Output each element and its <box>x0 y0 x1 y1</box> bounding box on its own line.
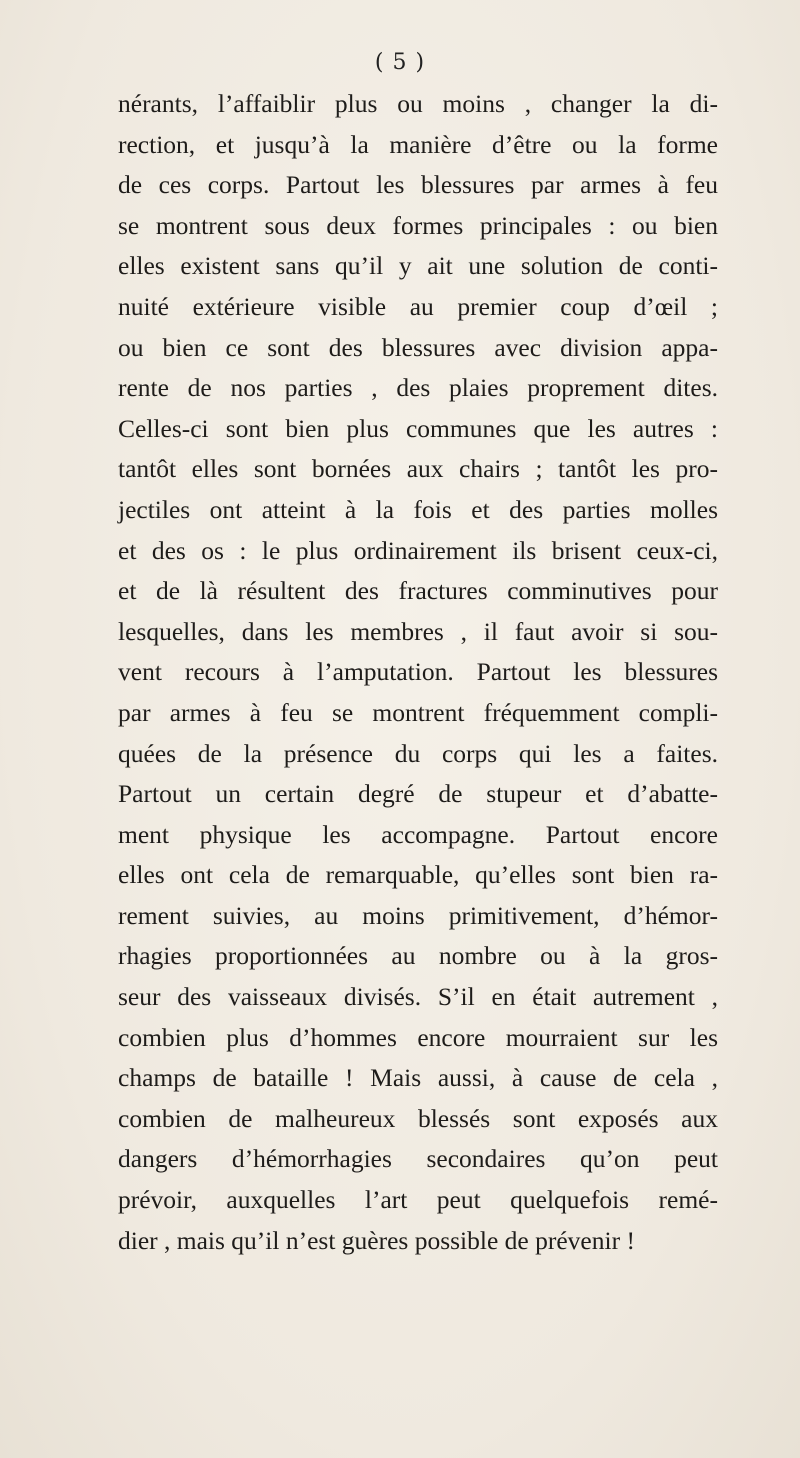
text-line: rement suivies, au moins primitivement, d’hémor- <box>118 900 718 930</box>
text-line: se montrent sous deux formes principales : ou bien <box>118 210 718 240</box>
text-line: jectiles ont atteint à la fois et des parties molles <box>118 494 718 524</box>
text-line: combien plus d’hommes encore mourraient sur les <box>118 1022 718 1052</box>
text-line: et de là résultent des fractures comminutives pour <box>118 576 718 606</box>
text-line: prévoir, auxquelles l’art peut quelquefois remé- <box>118 1185 718 1215</box>
text-line: par armes à feu se montrent fréquemment compli- <box>118 697 718 727</box>
text-line: nuité extérieure visible au premier coup d’œil ; <box>118 291 718 321</box>
text-line: rection, et jusqu’à la manière d’être ou la forme <box>118 129 718 159</box>
text-line: et des os : le plus ordinairement ils brisent ceux-ci, <box>118 535 718 565</box>
text-line: ment physique les accompagne. Partout encore <box>118 819 718 849</box>
text-line: Partout un certain degré de stupeur et d’abatte- <box>118 779 718 809</box>
text-line: rhagies proportionnées au nombre ou à la gros- <box>118 941 718 971</box>
text-line: tantôt elles sont bornées aux chairs ; tantôt les pro- <box>118 454 718 484</box>
text-line: seur des vaisseaux divisés. S’il en était autrement , <box>118 982 718 1012</box>
body-text <box>118 84 718 1261</box>
text-line: champs de bataille ! Mais aussi, à cause de cela , <box>118 1063 718 1093</box>
text-line: Celles-ci sont bien plus communes que les autres : <box>118 413 718 443</box>
text-line: elles existent sans qu’il y ait une solution de conti- <box>118 251 718 281</box>
text-line: quées de la présence du corps qui les a faites. <box>118 738 718 768</box>
text-line: nérants, l’affaiblir plus ou moins , changer la di- <box>118 89 718 118</box>
text-line: vent recours à l’amputation. Partout les blessures <box>118 657 718 687</box>
page-number: ( 5 ) <box>374 50 426 75</box>
text-line: lesquelles, dans les membres , il faut avoir si sou- <box>118 616 718 646</box>
text-line: combien de malheureux blessés sont exposés aux <box>118 1103 718 1133</box>
text-line: rente de nos parties , des plaies proprement dites. <box>118 373 718 403</box>
text-line: de ces corps. Partout les blessures par armes à feu <box>118 170 718 200</box>
text-line: dangers d’hémorrhagies secondaires qu’on peut <box>118 1144 718 1174</box>
text-line: elles ont cela de remarquable, qu’elles sont bien ra- <box>118 860 718 890</box>
text-line: ou bien ce sont des blessures avec division appa- <box>118 332 718 362</box>
text-line: dier , mais qu’il n’est guères possible de prévenir ! <box>118 1225 635 1255</box>
